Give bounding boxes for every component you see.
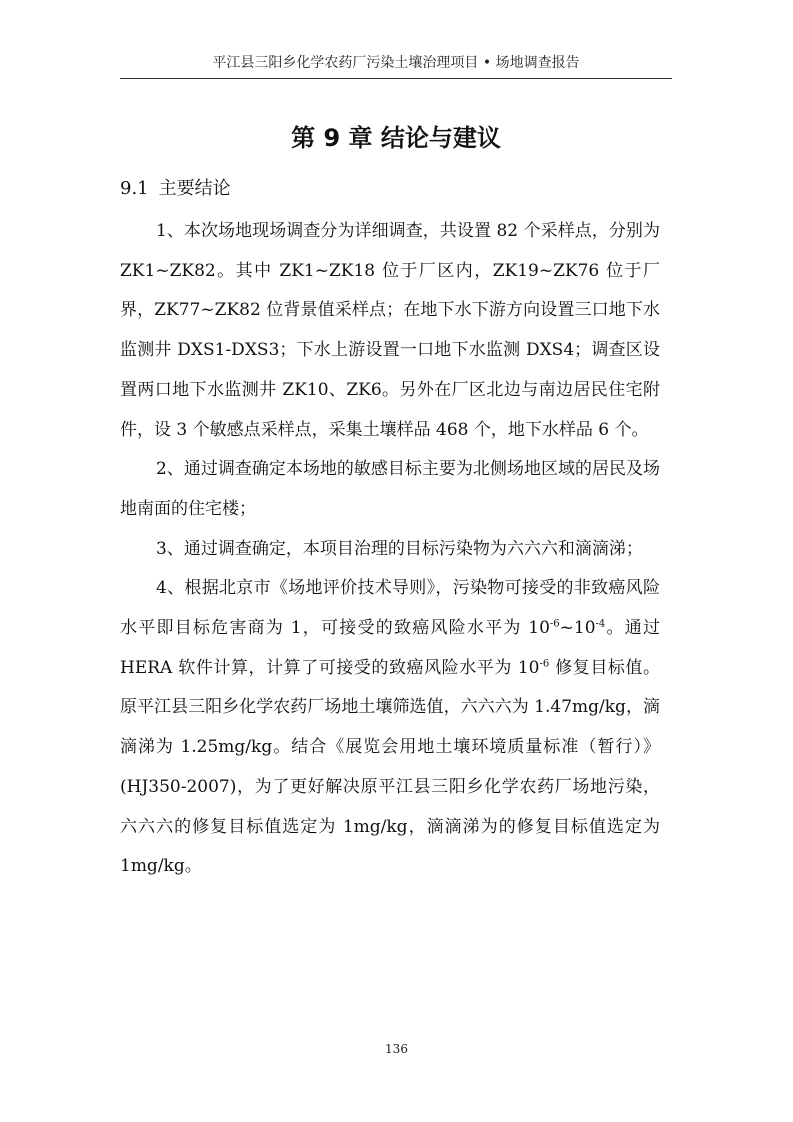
chapter-title: 第 9 章 结论与建议 (291, 124, 501, 152)
paragraph-1: 1、本次场地现场调查分为详细调查，共设置 82 个采样点，分别为 ZK1~ZK82。其中 ZK1~ZK18 位于厂区内，ZK19~ZK76 位于厂界，ZK77~ZK82 位背景值采样点；在地下水下游方向设置三口地下水监测井 DXS1-DXS3；下水上游设置一口地下水监测 DXS4；调查区设置两口地下水监测井 ZK10、ZK6。另外在厂区北边与南边居民住宅附件，设 3 个敏感点采样点，采集土壤样品 468 个，地下水样品 6 个。 (120, 221, 660, 440)
superscript-exponent: -6 (549, 618, 560, 630)
paragraph-4-part-2: ~10 (559, 618, 596, 639)
body-text (120, 212, 660, 887)
paragraph-4-part-1: 4、根据北京市《场地评价技术导则》，污染物可接受的非致癌风险水平即目标危害商为 1，可接受的致癌风险水平为 10 (120, 578, 660, 639)
paragraph-3: 3、通过调查确定，本项目治理的目标污染物为六六六和滴滴涕； (156, 538, 643, 559)
paragraph-2: 2、通过调查确定本场地的敏感目标主要为北侧场地区域的居民及场地南面的住宅楼； (120, 459, 660, 519)
paragraph-4-part-4: 修复目标值。原平江县三阳乡化学农药厂场地土壤筛选值，六六六为 1.47mg/kg，滴滴涕为 1.25mg/kg。结合《展览会用地土壤环境质量标准（暂行）》(HJ350-2007)，为了更好解决原平江县三阳乡化学农药厂场地污染，六六六的修复目标值选定为 1mg/kg，滴滴涕为的修复目标值选定为 1mg/kg。 (120, 657, 660, 877)
superscript-exponent: -4 (595, 618, 606, 630)
header-rule (120, 78, 672, 79)
section-heading (120, 176, 231, 202)
section-title-text: 主要结论 (158, 178, 231, 199)
superscript-exponent: -6 (539, 658, 550, 670)
section-number: 9.1 (120, 178, 149, 199)
page-number: 136 (385, 1042, 408, 1056)
paragraph-4-part-3: 。通过 HERA 软件计算，计算了可接受的致癌风险水平为 10 (120, 618, 661, 678)
paragraph-4 (120, 569, 660, 887)
running-header: 平江县三阳乡化学农药厂污染土壤治理项目 • 场地调查报告 (212, 55, 580, 71)
